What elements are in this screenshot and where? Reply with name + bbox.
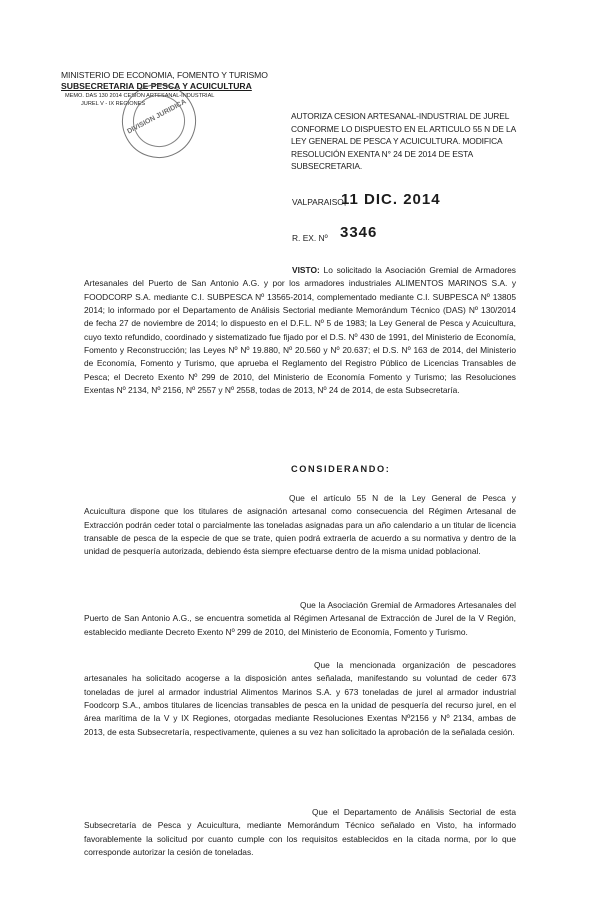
resolution-number: 3346 (340, 224, 378, 241)
subsecretaria-name: SUBSECRETARIA DE PESCA Y ACUICULTURA (61, 81, 252, 91)
rex-label: R. EX. Nº (292, 233, 328, 243)
considerando-paragraph: Que la Asociación Gremial de Armadores Artesanales del Puerto de San Antonio A.G., se encuentra sometida al Régimen Artesanal de Extracción de Jurel de la V Región, establecido mediante Decreto Exento Nº 299 de 2010, del Ministerio de Economía, Fomento y Turismo. (84, 600, 516, 637)
visto-label: VISTO: (292, 265, 320, 275)
resolution-summary: AUTORIZA CESION ARTESANAL-INDUSTRIAL DE JUREL CONFORME LO DISPUESTO EN EL ARTICULO 55 N DE LA LEY GENERAL DE PESCA Y ACUICULTURA. MODIFICA RESOLUCIÓN EXENTA N° 24 DE 2014 DE ESTA SUBSECRETARIA. (291, 111, 516, 172)
visto-paragraph (84, 264, 516, 397)
ministry-name: MINISTERIO DE ECONOMIA, FOMENTO Y TURISMO (61, 70, 268, 80)
considerando-paragraph: Que la mencionada organización de pescadores artesanales ha solicitado acogerse a la disposición antes señalada, manifestando su voluntad de ceder 673 toneladas de jurel al armador industrial Alimentos Marinos S.A. y 673 toneladas de jurel al armador industrial Foodcorp S.A., ambos titulares de licencias transables de pesca en la unidad de pesquería del recurso jurel, en el área marítima de la V y IX Regiones, otorgadas mediante Resoluciones Exentas Nº2156 y Nº 2134, ambas de 2013, de esta Subsecretaría, respectivamente, quienes a su vez han solicitado la aprobación de la señalada cesión. (84, 660, 516, 737)
region-reference: JUREL V - IX REGIONES (81, 101, 146, 107)
resolution-date: 11 DIC. 2014 (341, 191, 441, 208)
considerando-heading: CONSIDERANDO: (291, 464, 391, 474)
considerando-paragraph: Que el Departamento de Análisis Sectorial de esta Subsecretaría de Pesca y Acuicultura, mediante Memorándum Técnico señalado en Visto, ha informado favorablemente la solicitud por cuanto cumple con los requisitos establecidos en la citada norma, por lo que corresponde autorizar la cesión de toneladas. (84, 807, 516, 858)
seal-text: DIVISION JURIDICA (126, 98, 188, 136)
memo-reference: MEMO. DAS 130 2014 CESION ARTESANAL-INDUSTRIAL (65, 93, 215, 99)
visto-text: Lo solicitado la Asociación Gremial de Armadores Artesanales del Puerto de San Antonio A.G. y por los armadores industriales ALIMENTOS MARINOS S.A. y FOODCORP S.A. mediante C.I. SUBPESCA Nº 13565-2014, complementado mediante C.I. SUBPESCA Nº 13805 2014; lo informado por el Departamento de Análisis Sectorial mediante Memorándum Técnico (DAS) Nº 130/2014 de fecha 27 de noviembre de 2014; lo dispuesto en el D.F.L. Nº 5 de 1983; la Ley General de Pesca y Acuicultura, cuyo texto refundido, coordinado y sistematizado fue fijado por el D.S. Nº 430 de 1991, del Ministerio de Economía, Fomento y Reconstrucción; las Leyes Nº Nº 19.880, Nº 20.560 y Nº 20.637; el D.S. Nº 163 de 2014, del Ministerio de Economía, Fomento y Turismo, que aprueba el Reglamento del Registro Público de Licencias Transables de Pesca; el Decreto Exento Nº 299 de 2010, del Ministerio de Economía Fomento y Turismo; las Resoluciones Exentas Nº 2134, Nº 2156, Nº 2557 y Nº 2558, todas de 2013, Nº 24 de 2014, de esta Subsecretaría. (84, 265, 516, 396)
considerando-paragraph: Que el artículo 55 N de la Ley General de Pesca y Acuicultura dispone que los titulares de asignación artesanal como consecuencia del Régimen Artesanal de Extracción podrán ceder total o parcialmente las toneladas asignadas para un año calendario a un titular de licencia transable de pesca de la especie de que se trate, quien podrá extraerla de acuerdo a su normativa y dentro de la unidad de pesquería autorizada, debiendo ésta siempre efectuarse dentro de la misma unidad poblacional. (84, 493, 516, 557)
place-label: VALPARAISO, (292, 197, 347, 207)
